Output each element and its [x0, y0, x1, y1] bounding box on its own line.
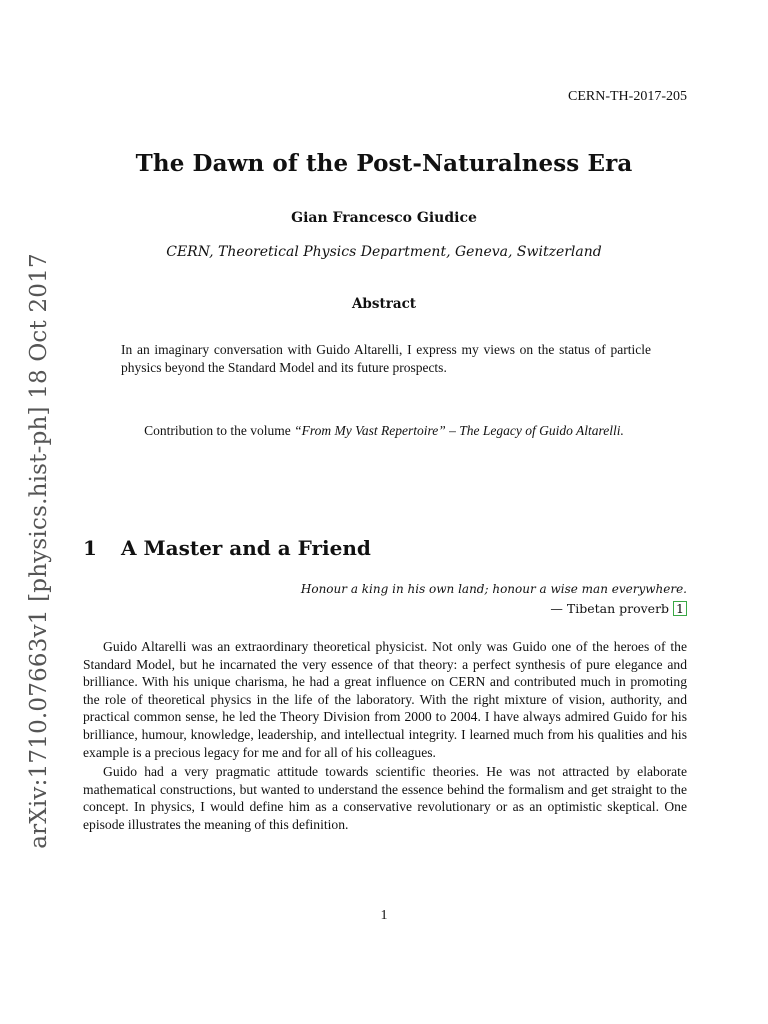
- contribution-note: [0, 423, 768, 439]
- author-name: Gian Francesco Giudice: [291, 210, 477, 226]
- citation-link[interactable]: 1: [673, 601, 687, 616]
- arxiv-identifier: arXiv:1710.07663v1 [physics.hist-ph] 18 Oct 2017: [26, 253, 52, 849]
- epigraph: [301, 581, 687, 617]
- abstract-text: In an imaginary conversation with Guido Altarelli, I express my views on the status of particle physics beyond the Standard Model and its future prospects.: [121, 342, 651, 375]
- contribution-volume-title: “From My Vast Repertoire” – The Legacy of Guido Altarelli.: [294, 423, 624, 438]
- body-paragraph: Guido had a very pragmatic attitude towards scientific theories. He was not attracted by elaborate mathematical constructions, but wanted to understand the essence behind the formalism and get straight to the concept. In physics, I would define him as a conservative revolutionary or as an optimistic skeptical. One episode illustrates the meaning of this definition.: [83, 764, 687, 832]
- section-heading: [83, 536, 371, 560]
- section-body: [83, 638, 687, 834]
- epigraph-source-line: [301, 601, 687, 617]
- body-paragraph: Guido Altarelli was an extraordinary theoretical physicist. Not only was Guido one of the heroes of the Standard Model, but he incarnated the very essence of that theory: a perfect synthesis of pure elegance and brilliance. With his unique charisma, he had a great influence on CERN and contributed much in promoting the role of theoretical physics in the life of the laboratory. With the right mixture of vision, authority, and practical common sense, he led the Theory Division from 2000 to 2004. I have always admired Guido for his brilliance, humour, knowledge, leadership, and intellectual integrity. I learned much from his qualities and his example is a precious legacy for me and for all of his colleagues.: [83, 639, 687, 760]
- epigraph-quote: Honour a king in his own land; honour a wise man everywhere.: [300, 582, 687, 596]
- abstract-heading: Abstract: [351, 296, 417, 312]
- page-number: 1: [380, 908, 388, 923]
- contribution-prefix: Contribution to the volume: [144, 423, 295, 438]
- epigraph-source: — Tibetan proverb: [550, 601, 670, 616]
- arxiv-side-stamp: [20, 253, 58, 849]
- section-title: A Master and a Friend: [121, 536, 371, 560]
- section-number: 1: [83, 536, 97, 560]
- author-affiliation: CERN, Theoretical Physics Department, Geneva, Switzerland: [166, 244, 602, 260]
- paper-title: The Dawn of the Post-Naturalness Era: [135, 150, 633, 177]
- report-number: CERN-TH-2017-205: [568, 89, 687, 104]
